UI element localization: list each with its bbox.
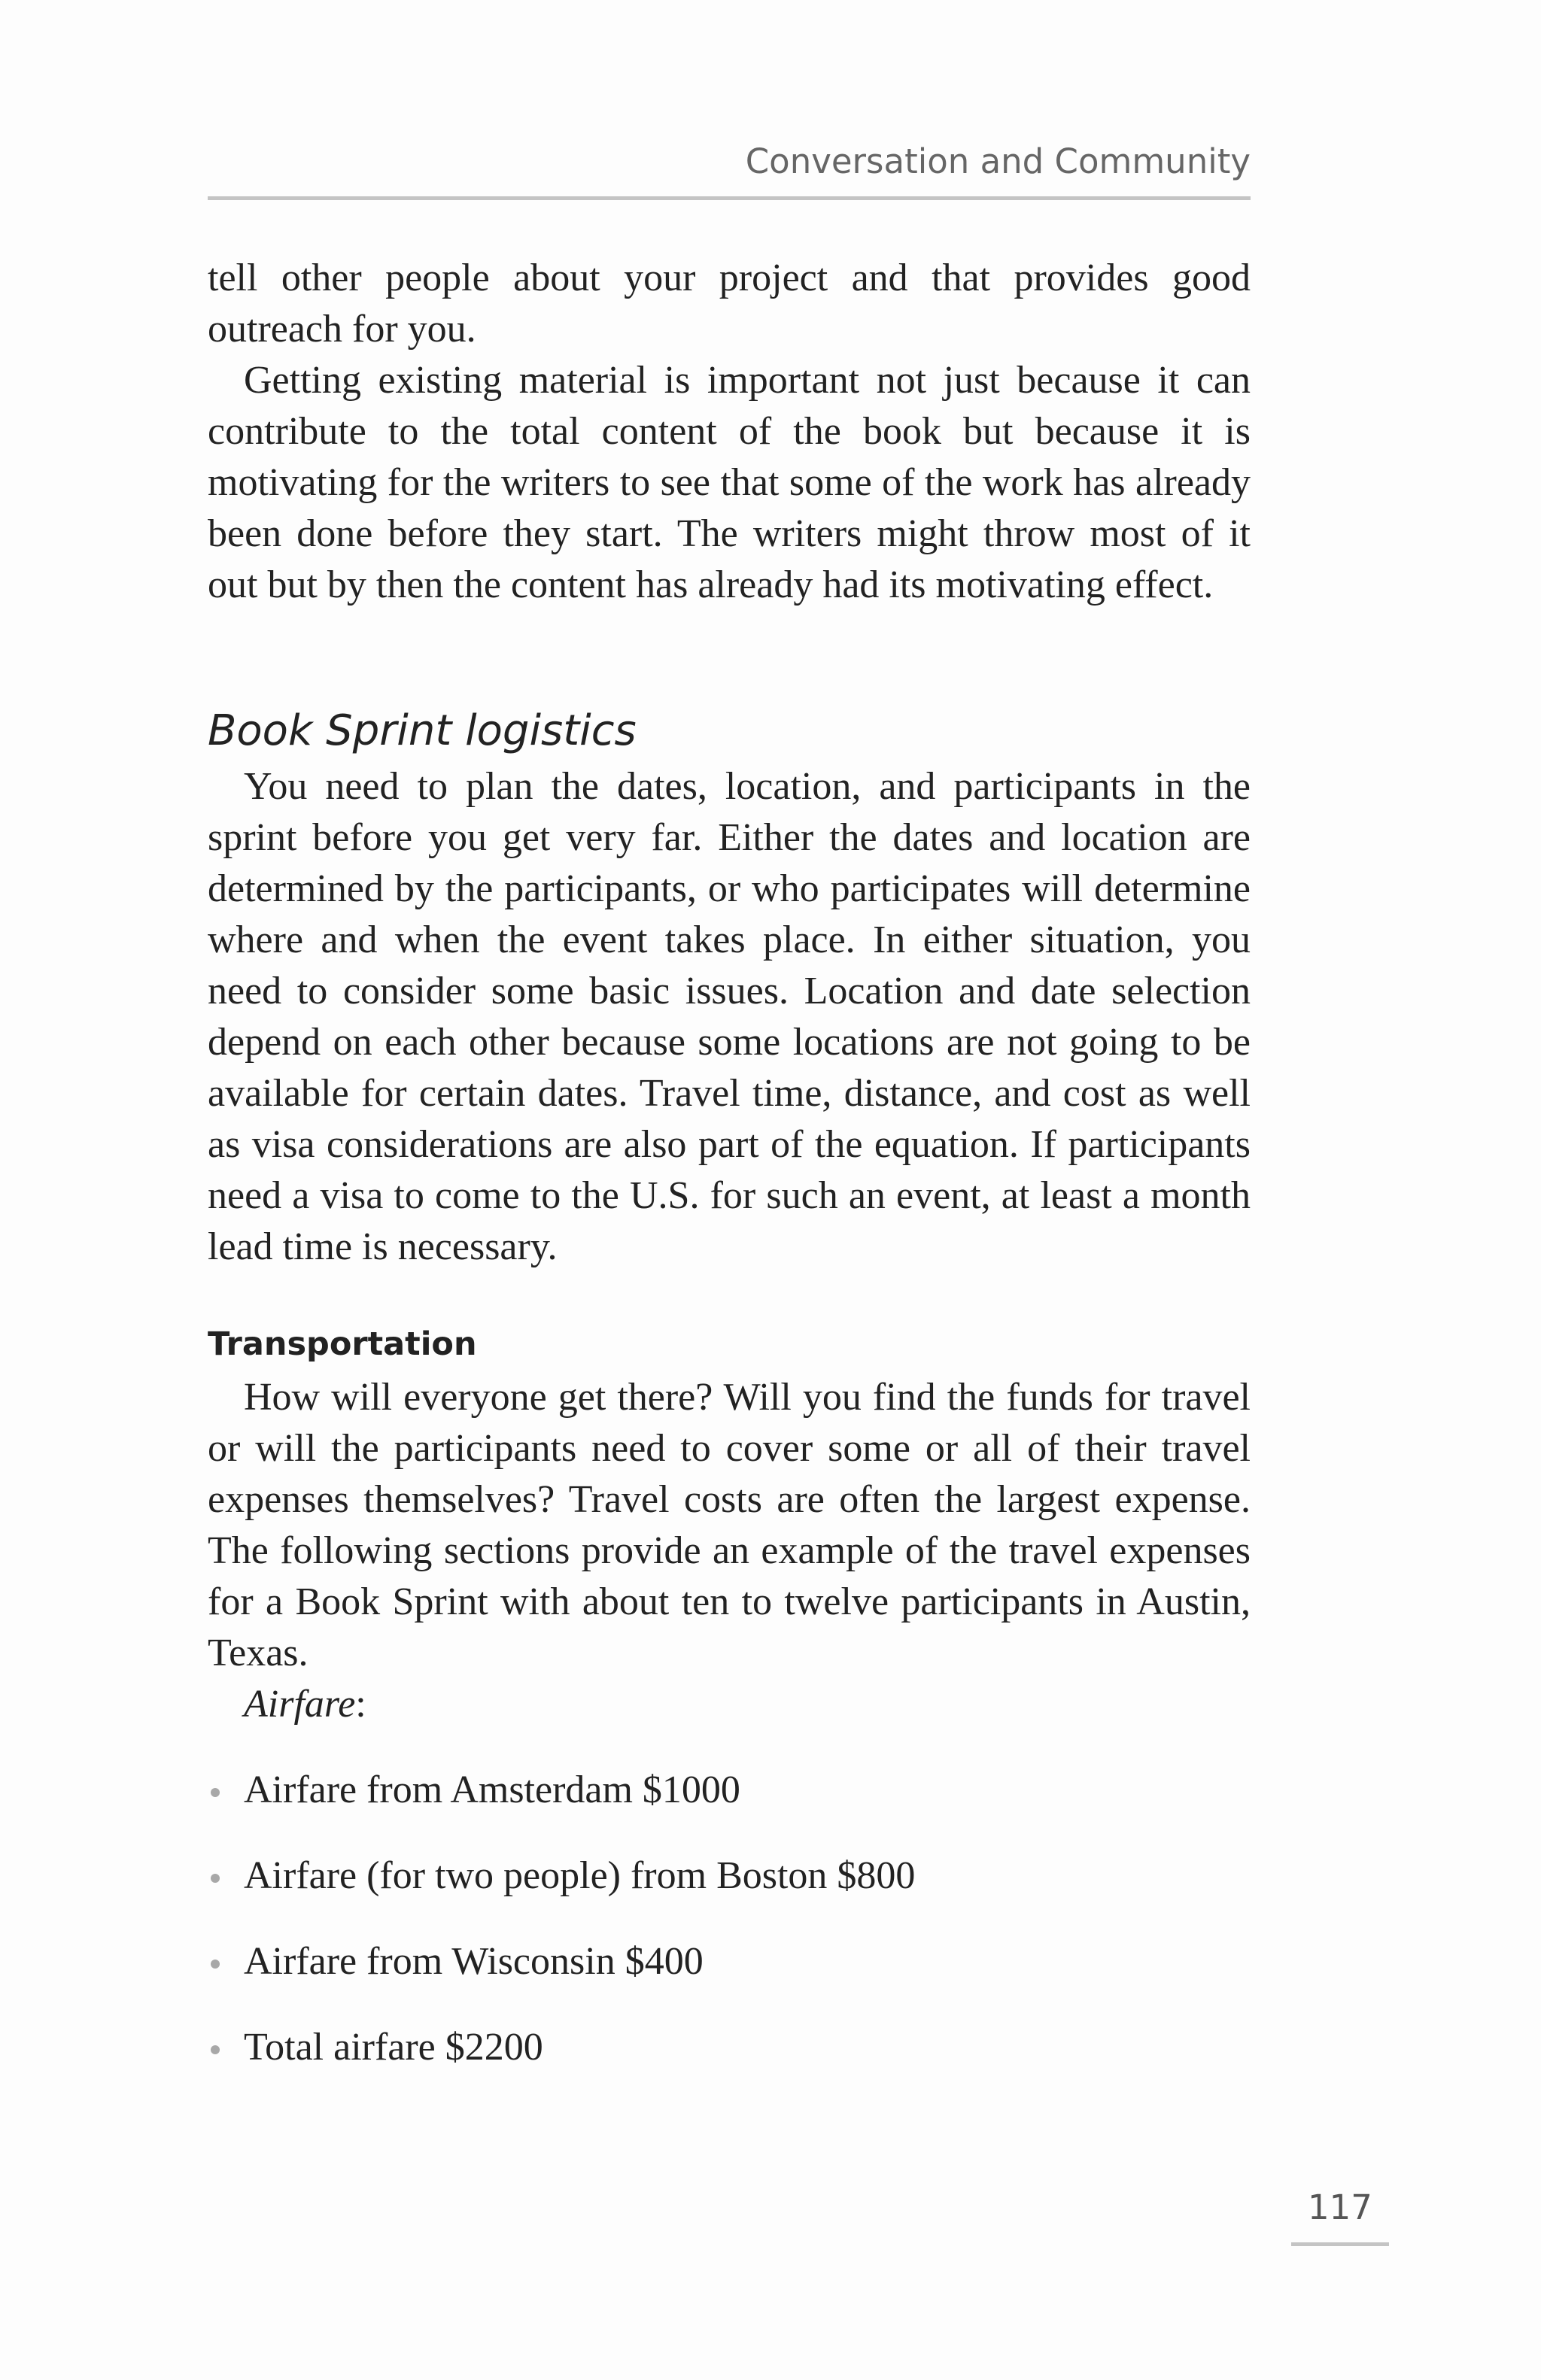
running-header-title: Conversation and Community (745, 141, 1251, 181)
list-item (208, 1936, 1251, 2022)
list-item-text: Airfare from Amsterdam $1000 (244, 1768, 740, 1811)
page-number-text: 117 (1308, 2187, 1372, 2227)
logistics-text-block (208, 761, 1251, 1273)
page-number (1291, 2181, 1389, 2246)
bullet-dot-icon (211, 2045, 220, 2054)
list-item (208, 1850, 1251, 1936)
list-item-text: Airfare (for two people) from Boston $800 (244, 1854, 916, 1897)
paragraph-logistics: You need to plan the dates, location, and participants in the sprint before you get very far. Either the dates and location are determined by the participants, or who participates will determine where and when the event takes place. In either situation, you need to consider some basic issues. Location and date selection depend on each other because some locations are not going to be available for certain dates. Travel time, distance, and cost as well as visa considerations are also part of the equation. If participants need a visa to come to the U.S. for such an event, at least a month lead time is necessary. (208, 765, 1251, 1268)
list-item (208, 2022, 1251, 2108)
airfare-label-colon: : (355, 1683, 366, 1726)
airfare-list (208, 1765, 1251, 2108)
subsection-heading-transportation: Transportation (208, 1325, 477, 1363)
paragraph-transportation: How will everyone get there? Will you find the funds for travel or will the participants need to cover some or all of their travel expenses themselves? Travel costs are often the largest expense. The following sections provide an example of the travel expenses for a Book Sprint with about ten to twelve participants in Austin, Texas. (208, 1376, 1251, 1674)
bullet-dot-icon (211, 1960, 220, 1969)
bullet-dot-icon (211, 1874, 220, 1883)
list-item-text: Total airfare $2200 (244, 2026, 543, 2069)
airfare-label: Airfare (244, 1683, 356, 1726)
running-header (208, 135, 1251, 200)
paragraph-continuation: tell other people about your project and that provides good outreach for you. (208, 257, 1251, 351)
list-item-text: Airfare from Wisconsin $400 (244, 1940, 704, 1983)
airfare-label-line (208, 1679, 1251, 1730)
transportation-text-block (208, 1372, 1251, 1730)
bullet-dot-icon (211, 1788, 220, 1797)
intro-text-block (208, 253, 1251, 611)
paragraph-existing-material: Getting existing material is important not just because it can contribute to the total content of the book but because it is motivating for the writers to see that some of the work has already been done before they start. The writers might throw most of it out but by then the content has already had its motivating effect. (208, 359, 1251, 606)
list-item (208, 1765, 1251, 1850)
section-heading-book-sprint-logistics: Book Sprint logistics (208, 706, 637, 755)
